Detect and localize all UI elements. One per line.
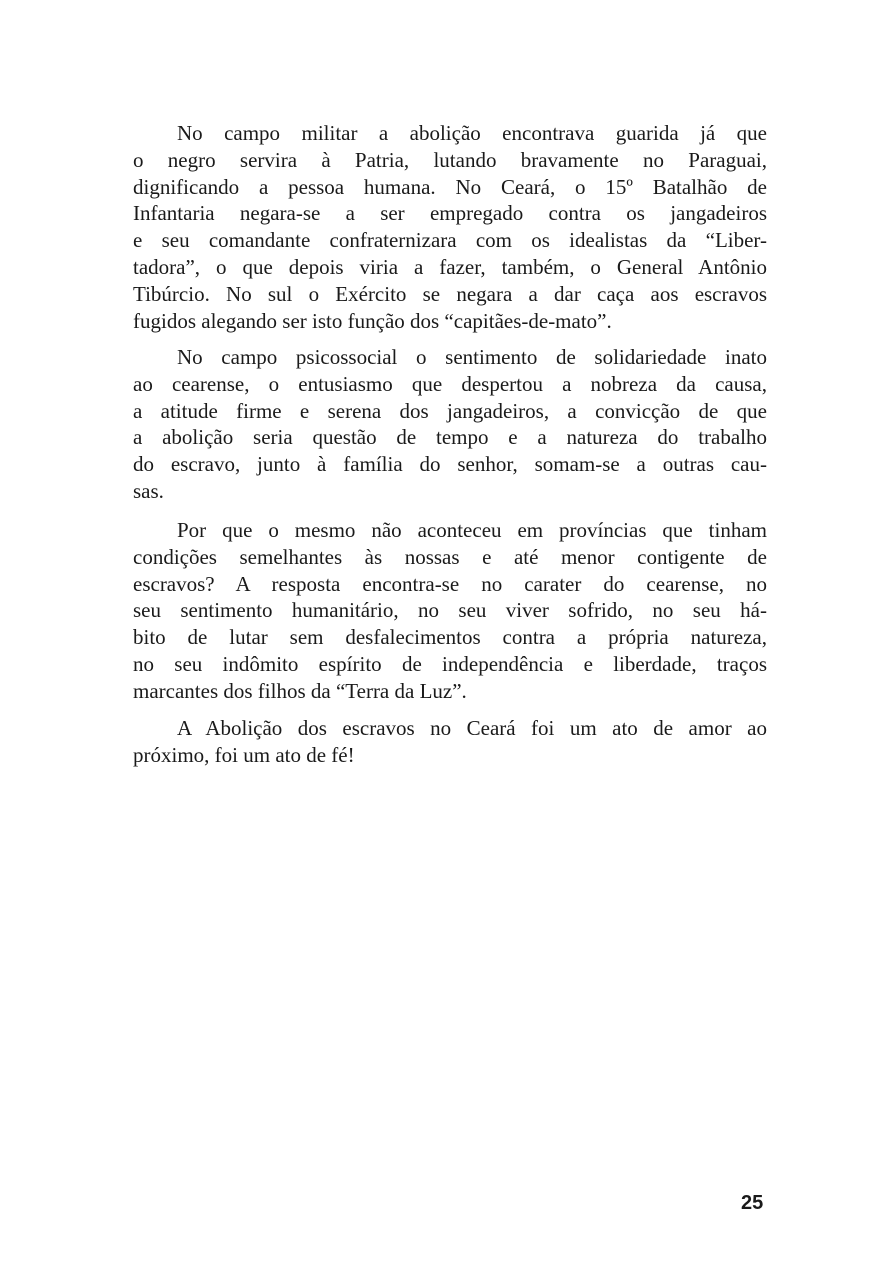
text-line: fugidos alegando ser isto função dos “capitães-de-mato”.	[133, 308, 612, 333]
text-line: A Abolição dos escravos no Ceará foi um ato de amor ao	[177, 716, 767, 740]
text-line: e seu comandante confraternizara com os idealistas da “Liber-	[133, 228, 767, 253]
text-line: a abolição seria questão de tempo e a natureza do trabalho	[133, 425, 767, 450]
text-line: tadora”, o que depois viria a fazer, também, o General Antônio	[133, 254, 767, 279]
text-line: bito de lutar sem desfalecimentos contra a própria natureza,	[133, 625, 767, 650]
text-line: Por que o mesmo não aconteceu em províncias que tinham	[177, 518, 767, 542]
text-line: marcantes dos filhos da “Terra da Luz”.	[133, 678, 467, 703]
text-line: sas.	[133, 478, 164, 503]
paragraph-conclusion	[133, 715, 767, 769]
text-line: do escravo, junto à família do senhor, somam-se a outras cau-	[133, 452, 767, 477]
page-number: 25	[741, 1192, 764, 1214]
text-line: ao cearense, o entusiasmo que despertou a nobreza da causa,	[133, 371, 767, 396]
text-line: no seu indômito espírito de independência e liberdade, traços	[133, 651, 767, 676]
text-line: condições semelhantes às nossas e até menor contigente de	[133, 544, 767, 569]
text-line: a atitude firme e serena dos jangadeiros, a convicção de que	[133, 398, 767, 423]
paragraph-military	[133, 120, 767, 334]
text-line: Infantaria negara-se a ser empregado contra os jangadeiros	[133, 201, 767, 226]
text-line: Tibúrcio. No sul o Exército se negara a dar caça aos escravos	[133, 281, 767, 306]
text-line: No campo psicossocial o sentimento de solidariedade inato	[177, 345, 767, 369]
text-line: o negro servira à Patria, lutando bravamente no Paraguai,	[133, 147, 767, 172]
text-line: No campo militar a abolição encontrava guarida já que	[177, 121, 767, 145]
text-line: próximo, foi um ato de fé!	[133, 742, 355, 767]
text-line: dignificando a pessoa humana. No Ceará, o 15º Batalhão de	[133, 174, 767, 199]
paragraph-psychosocial	[133, 344, 767, 505]
paragraph-question	[133, 517, 767, 705]
text-line: seu sentimento humanitário, no seu viver sofrido, no seu há-	[133, 598, 767, 623]
text-line: escravos? A resposta encontra-se no carater do cearense, no	[133, 571, 767, 596]
